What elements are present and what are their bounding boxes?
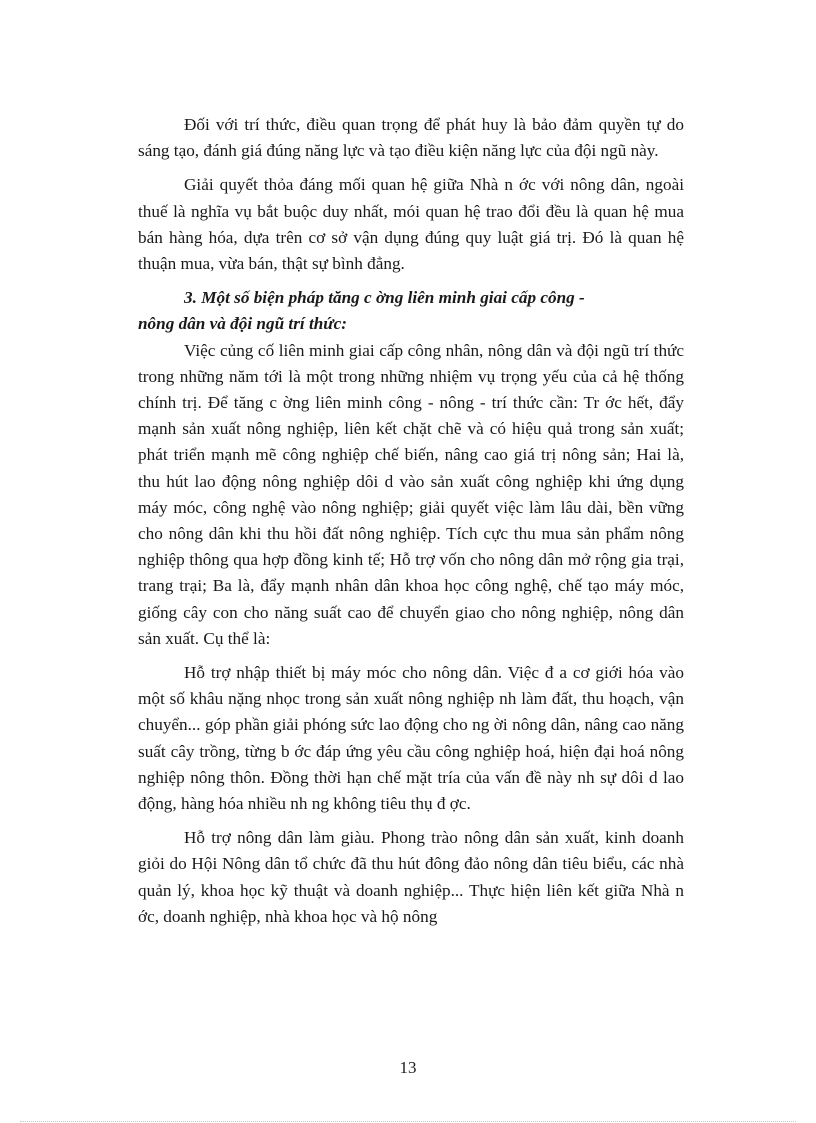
paragraph-farmer-enrichment: Hỗ trợ nông dân làm giàu. Phong trào nông dân sản xuất, kinh doanh giỏi do Hội Nông dân tổ chức đã thu hút đông đảo nông dân tiêu biểu, các nhà quản lý, khoa học kỹ thuật và doanh nghiệp... Thực hiện liên kết giữa Nhà n ớc, doanh nghiệp, nhà khoa học và hộ nông — [138, 828, 684, 926]
page-bottom-divider — [20, 1121, 796, 1122]
paragraph-machinery-support: Hỗ trợ nhập thiết bị máy móc cho nông dân. Việc đ a cơ giới hóa vào một số khâu nặng nhọc trong sản xuất nông nghiệp nh làm đất, thu hoạch, vận chuyển... góp phần giải phóng sức lao động cho ng ời nông dân, nâng cao năng suất cây trồng, từng b ớc đáp ứng yêu cầu công nghiệp hoá, hiện đại hoá nông nghiệp nông thôn. Đồng thời hạn chế mặt tría của vấn đề này nh sự dôi d lao động, hàng hóa nhiều nh ng không tiêu thụ đ ợc. — [138, 663, 684, 814]
paragraph-state-farmers: Giải quyết thỏa đáng mối quan hệ giữa Nhà n ớc với nông dân, ngoài thuế là nghĩa vụ bắt buộc duy nhất, mói quan hệ trao đổi đều là quan hệ mua bán hàng hóa, dựa trên cơ sở vận dụng đúng quy luật giá trị. Đó là quan hệ thuận mua, vừa bán, thật sự bình đẳng. — [138, 175, 684, 274]
page-number: 13 — [399, 1058, 417, 1077]
page-content — [138, 112, 684, 938]
section-heading-line1: 3. Một số biện pháp tăng c ờng liên minh giai cấp công - — [184, 288, 585, 308]
paragraph-alliance-measures: Việc củng cố liên minh giai cấp công nhân, nông dân và đội ngũ trí thức trong những năm tới là một trong những nhiệm vụ trọng yếu của cả hệ thống chính trị. Để tăng c ờng liên minh công - nông - trí thức cần: Tr ớc hết, đẩy mạnh sản xuất nông nghiệp, liên kết chặt chẽ và có hiệu quả trong sản xuất; phát triển mạnh mẽ công nghiệp chế biến, nâng cao giá trị nông sản; Hai là, thu hút lao động nông nghiệp dôi d vào sản xuất công nghiệp khi ứng dụng máy móc, công nghệ vào nông nghiệp; giải quyết việc làm lâu dài, bền vững cho nông dân khi thu hồi đất nông nghiệp. Tích cực thu mua sản phẩm nông nghiệp thông qua hợp đồng kinh tế; Hỗ trợ vốn cho nông dân mở rộng gia trại, trang trại; Ba là, đẩy mạnh nhân dân khoa học công nghệ, chế tạo máy móc, giống cây con cho năng suất cao để chuyển giao cho nông nghiệp, nông dân sản xuất. Cụ thể là: — [138, 340, 684, 648]
paragraph-intellectuals: Đối với trí thức, điều quan trọng để phát huy là bảo đảm quyền tự do sáng tạo, đánh giá đúng năng lực và tạo điều kiện năng lực của đội ngũ này. — [138, 115, 684, 161]
section-heading-line2: nông dân và đội ngũ trí thức: — [138, 314, 347, 334]
section-heading — [138, 285, 684, 337]
